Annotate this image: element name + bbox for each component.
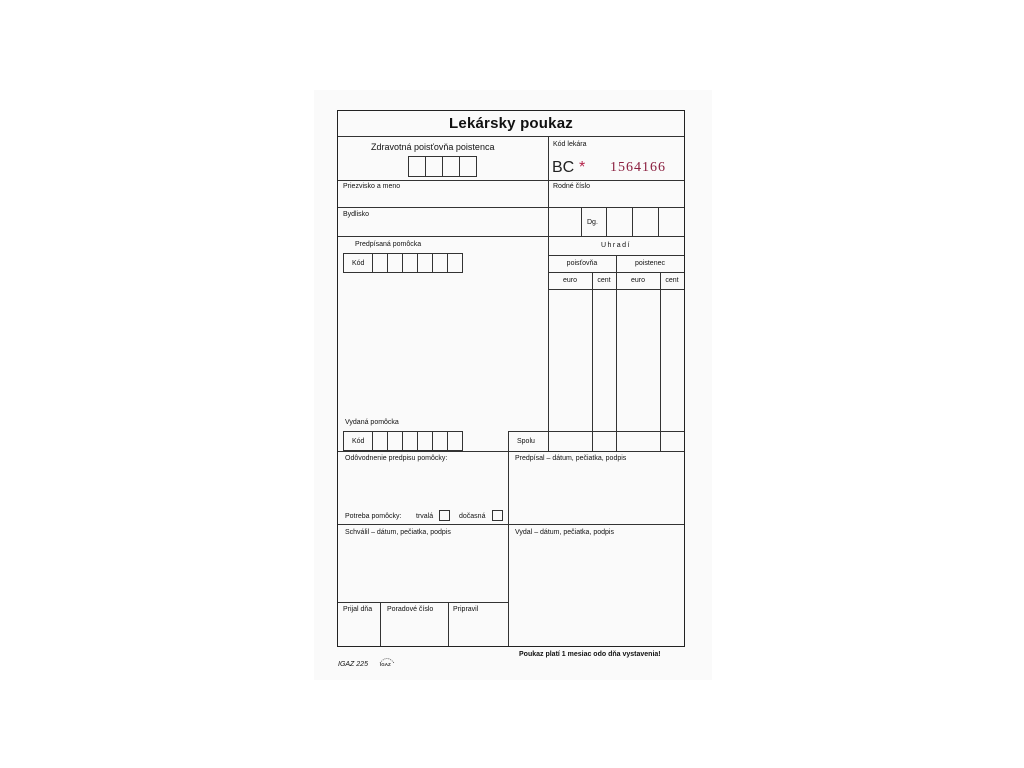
- issued-code-label: Kód: [352, 438, 365, 445]
- medical-voucher-form: [337, 110, 685, 647]
- divider: [380, 602, 381, 646]
- euro-column-label: euro: [562, 277, 577, 284]
- divider: [448, 602, 449, 646]
- permanent-label: trvalá: [416, 513, 434, 520]
- divider: [660, 272, 661, 451]
- divider: [338, 602, 508, 603]
- divider: [508, 431, 684, 432]
- payment-label: Uhradí: [600, 242, 631, 249]
- diagnosis-label: Dg.: [587, 219, 598, 226]
- temporary-checkbox[interactable]: [492, 510, 503, 521]
- order-number-label: Poradové číslo: [387, 606, 434, 613]
- divider: [338, 451, 684, 452]
- name-label: Priezvisko a meno: [343, 183, 401, 190]
- divider: [581, 207, 582, 236]
- need-label: Potreba pomôcky:: [345, 513, 402, 520]
- form-title: Lekársky poukaz: [449, 115, 573, 132]
- doctor-code-label: Kód lekára: [553, 141, 587, 148]
- igaz-logo-icon: [377, 654, 397, 668]
- divider: [338, 236, 684, 237]
- divider: [548, 236, 549, 451]
- divider: [548, 136, 549, 236]
- received-label: Prijal dňa: [343, 606, 373, 613]
- divider: [606, 207, 607, 236]
- permanent-checkbox[interactable]: [439, 510, 450, 521]
- divider: [508, 431, 509, 646]
- divider: [658, 207, 659, 236]
- prepared-label: Pripravil: [453, 606, 479, 613]
- validity-notice: Poukaz platí 1 mesiac odo dňa vystavenia!: [519, 651, 661, 658]
- insurer-label: Zdravotná poisťovňa poistenca: [371, 142, 495, 152]
- insurer-code-boxes[interactable]: [409, 156, 477, 177]
- logo-text: IGAZ: [380, 662, 391, 667]
- issued-by-label: Vydal – dátum, pečiatka, podpis: [515, 529, 614, 536]
- payer-insured-label: poistenec: [635, 260, 665, 267]
- form-id: IGAZ 225: [338, 661, 368, 668]
- prescribed-by-label: Predpísal – dátum, pečiatka, podpis: [515, 455, 627, 462]
- payer-insurer-label: poisťovňa: [566, 260, 598, 267]
- divider: [338, 136, 684, 137]
- doctor-code-prefix: BC: [552, 159, 575, 176]
- address-label: Bydlisko: [343, 211, 370, 218]
- cent-column-label: cent: [597, 277, 611, 284]
- asterisk-icon: *: [579, 159, 586, 176]
- divider: [632, 207, 633, 236]
- divider: [338, 524, 684, 525]
- birth-number-label: Rodné číslo: [553, 183, 590, 190]
- temporary-label: dočasná: [459, 513, 486, 520]
- prescribed-aid-label: Predpísaná pomôcka: [355, 241, 422, 248]
- doctor-code-number: 1564166: [610, 160, 666, 175]
- issued-aid-label: Vydaná pomôcka: [345, 419, 399, 426]
- euro-column-label: euro: [630, 277, 645, 284]
- divider: [338, 180, 684, 181]
- divider: [592, 272, 593, 451]
- prescribed-code-label: Kód: [352, 260, 365, 267]
- approved-label: Schválil – dátum, pečiatka, podpis: [345, 529, 451, 536]
- justification-label: Odôvodnenie predpisu pomôcky:: [345, 455, 448, 462]
- total-label: Spolu: [517, 438, 535, 445]
- cent-column-label: cent: [665, 277, 679, 284]
